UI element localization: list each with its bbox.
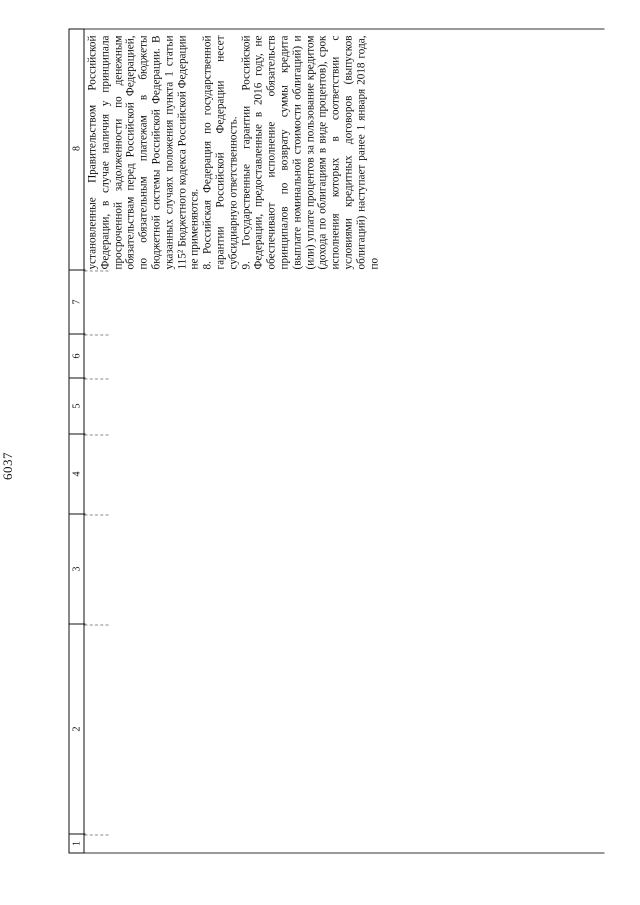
column-header-7: 7 (69, 270, 85, 334)
column-8-text (86, 35, 380, 269)
table (68, 28, 604, 853)
column-divider (84, 378, 108, 379)
column-divider (84, 270, 108, 271)
column-header-6: 6 (69, 334, 85, 378)
column-header-4: 4 (69, 434, 85, 514)
column-header-8: 8 (69, 27, 85, 270)
column-divider (84, 434, 108, 435)
page-number-text: 6037 (0, 452, 15, 480)
table-left-border (84, 852, 604, 853)
column-divider (84, 834, 108, 835)
paragraph: установленные Правительством Российской Федерации, в случае наличия у принципала просроченной задолженности по денежным обязательствам перед Российской Федерацией, по обязательным платежам в бюджеты бюджетной системы Российской Федерации. В указанных случаях положения пункта 1 статьи 115² Бюджетного кодекса Российской Федерации не применяются. (86, 35, 201, 269)
column-divider (84, 334, 108, 335)
table-header-row (68, 28, 84, 853)
column-divider (84, 624, 108, 625)
table-right-border (84, 28, 604, 29)
paragraph: 8. Российская Федерация по государственной гарантии Российской Федерации несет субсидиарную ответственность. (201, 35, 239, 269)
column-header-5: 5 (69, 378, 85, 434)
rotated-table-page (68, 28, 604, 853)
column-header-1: 1 (71, 840, 82, 846)
column-header-2: 2 (69, 624, 85, 834)
paragraph: 9. Государственные гарантии Российской Федерации, предоставленные в 2016 году, не обеспечивают исполнение обязательств принципалов по возврату суммы кредита (выплате номинальной стоимости облигаций) и (или) уплате процентов за пользование кредитом (дохода по облигациям в виде процентов), срок исполнения которых в соответствии с условиями кредитных договоров (выпусков облигаций) наступает ранее 1 января 2018 года, по (239, 35, 380, 269)
column-header-3: 3 (69, 514, 85, 624)
column-divider (84, 514, 108, 515)
